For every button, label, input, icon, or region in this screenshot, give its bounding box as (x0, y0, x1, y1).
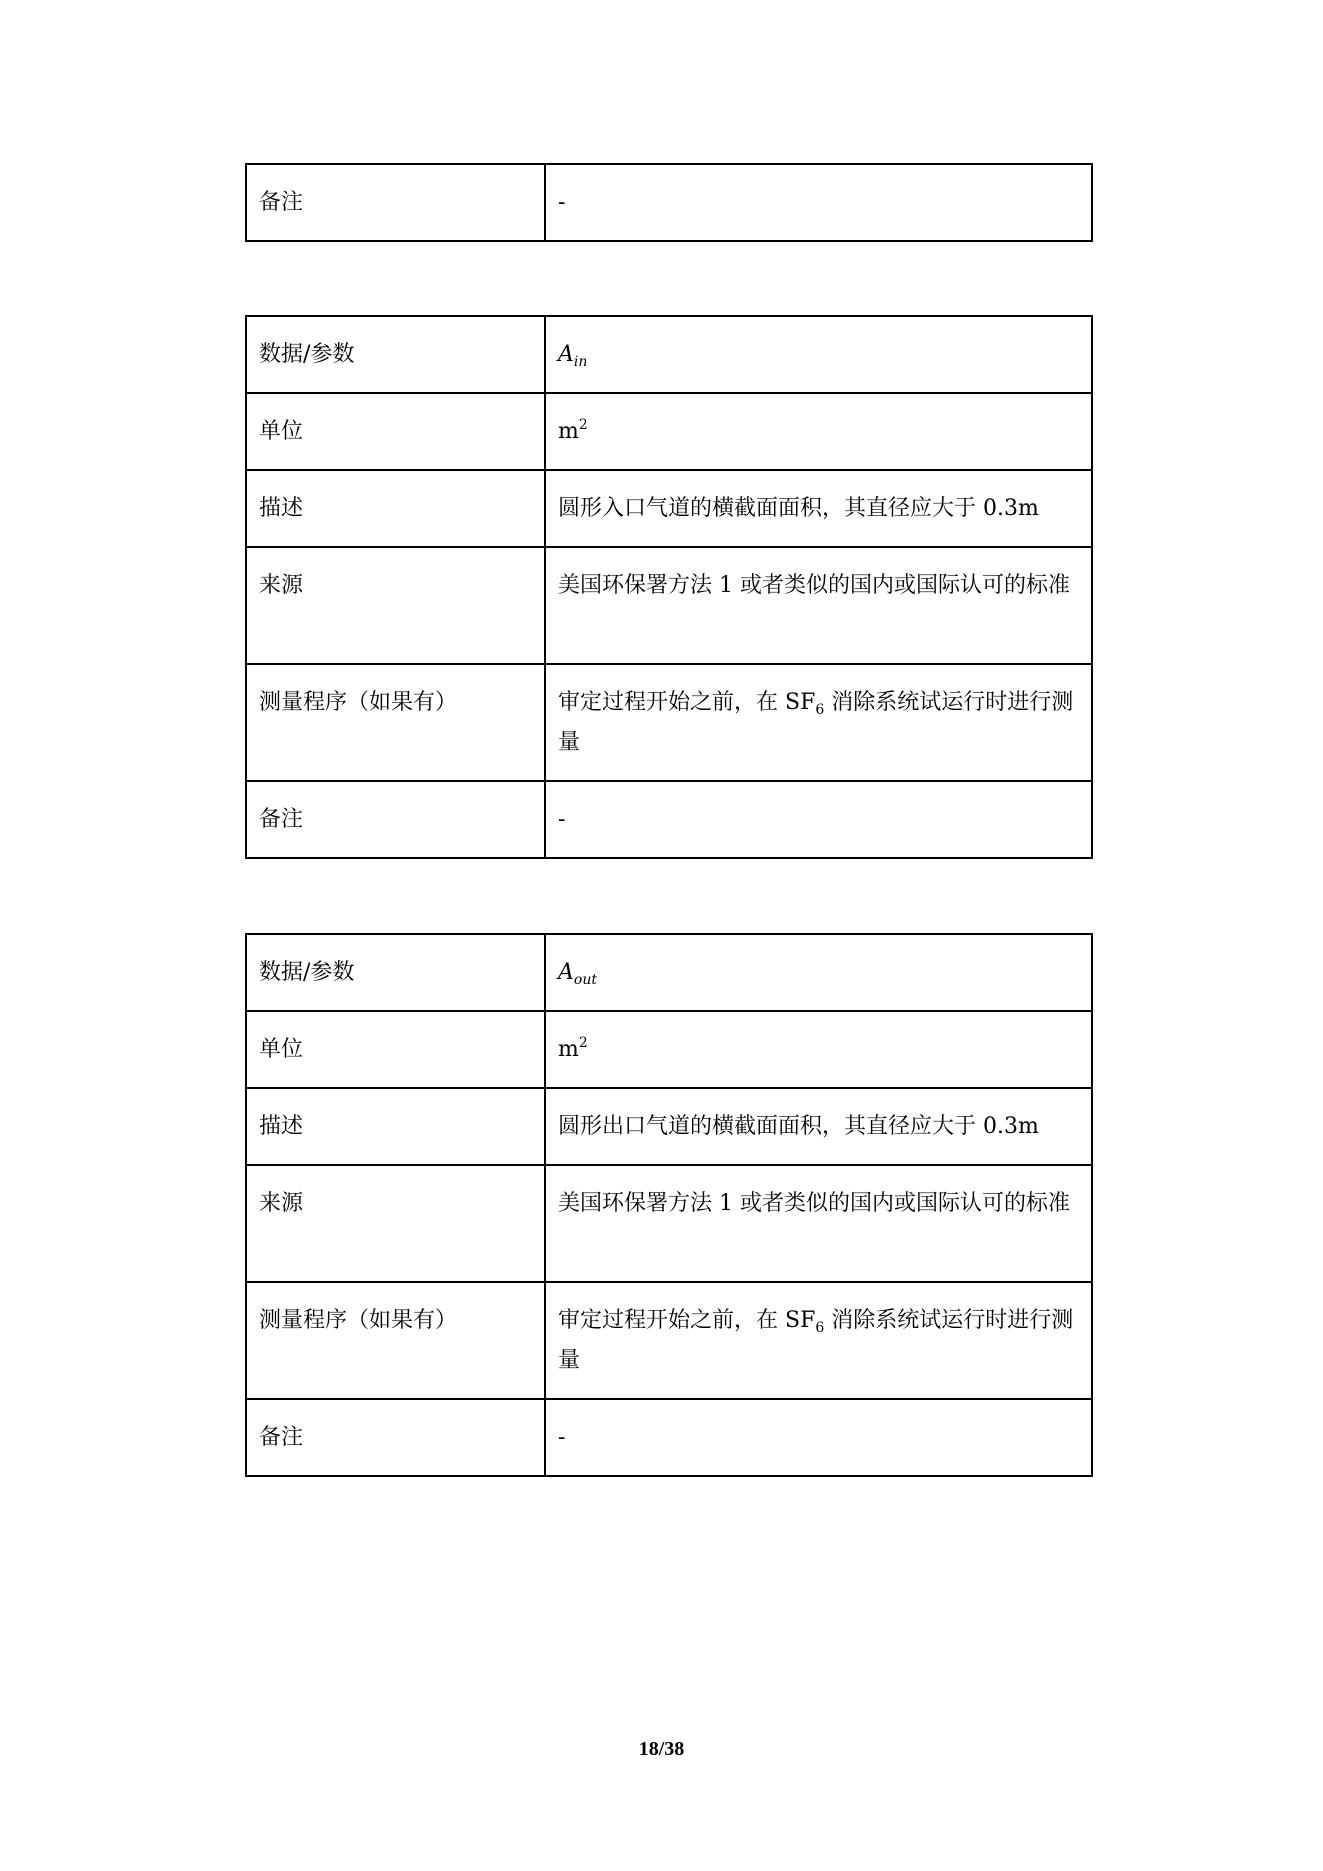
source-value: 美国环保署方法 1 或者类似的国内或国际认可的标准 (545, 547, 1092, 664)
procedure-label: 测量程序（如果有） (246, 664, 545, 781)
table-row (246, 316, 1092, 393)
table-row (246, 393, 1092, 470)
remarks-value: - (545, 781, 1092, 858)
table-row (246, 781, 1092, 858)
param-symbol (545, 316, 1092, 393)
remarks-value: - (545, 1399, 1092, 1476)
param-symbol-subscript: in (573, 354, 588, 370)
remarks-label: 备注 (246, 1399, 545, 1476)
unit-label: 单位 (246, 1011, 545, 1088)
source-value: 美国环保署方法 1 或者类似的国内或国际认可的标准 (545, 1165, 1092, 1282)
param-symbol-subscript: out (573, 972, 597, 988)
table-row (246, 1399, 1092, 1476)
procedure-text-pre: 审定过程开始之前，在 SF (558, 690, 816, 715)
table-row (246, 1165, 1092, 1282)
table-row (246, 164, 1092, 241)
table-row (246, 1011, 1092, 1088)
procedure-text-pre: 审定过程开始之前，在 SF (558, 1308, 816, 1333)
procedure-text-post: 消除系统试运行时进行测量 (558, 1308, 1074, 1373)
procedure-text-post: 消除系统试运行时进行测量 (558, 690, 1074, 755)
remarks-value: - (545, 164, 1092, 241)
unit-base: m (558, 419, 579, 444)
page-number: 18/38 (638, 1738, 685, 1760)
source-label: 来源 (246, 547, 545, 664)
description-value: 圆形出口气道的横截面面积，其直径应大于 0.3m (545, 1088, 1092, 1165)
parameter-table-aout (245, 933, 1093, 1477)
unit-base: m (558, 1037, 579, 1062)
param-label: 数据/参数 (246, 934, 545, 1011)
remarks-label: 备注 (246, 164, 545, 241)
procedure-value (545, 1282, 1092, 1399)
unit-exponent: 2 (578, 417, 588, 433)
description-label: 描述 (246, 470, 545, 547)
unit-label: 单位 (246, 393, 545, 470)
table-row (246, 934, 1092, 1011)
remarks-table-continued (245, 163, 1093, 242)
description-label: 描述 (246, 1088, 545, 1165)
source-label: 来源 (246, 1165, 545, 1282)
procedure-value (545, 664, 1092, 781)
param-symbol-base: A (558, 342, 574, 367)
description-value: 圆形入口气道的横截面面积，其直径应大于 0.3m (545, 470, 1092, 547)
param-label: 数据/参数 (246, 316, 545, 393)
parameter-table-ain (245, 315, 1093, 859)
table-row (246, 1088, 1092, 1165)
unit-value (545, 1011, 1092, 1088)
table-row (246, 664, 1092, 781)
param-symbol (545, 934, 1092, 1011)
table-row (246, 547, 1092, 664)
procedure-label: 测量程序（如果有） (246, 1282, 545, 1399)
table-row (246, 470, 1092, 547)
procedure-subscript: 6 (815, 702, 825, 718)
procedure-subscript: 6 (815, 1320, 825, 1336)
param-symbol-base: A (558, 960, 574, 985)
unit-value (545, 393, 1092, 470)
table-row (246, 1282, 1092, 1399)
unit-exponent: 2 (578, 1035, 588, 1051)
remarks-label: 备注 (246, 781, 545, 858)
